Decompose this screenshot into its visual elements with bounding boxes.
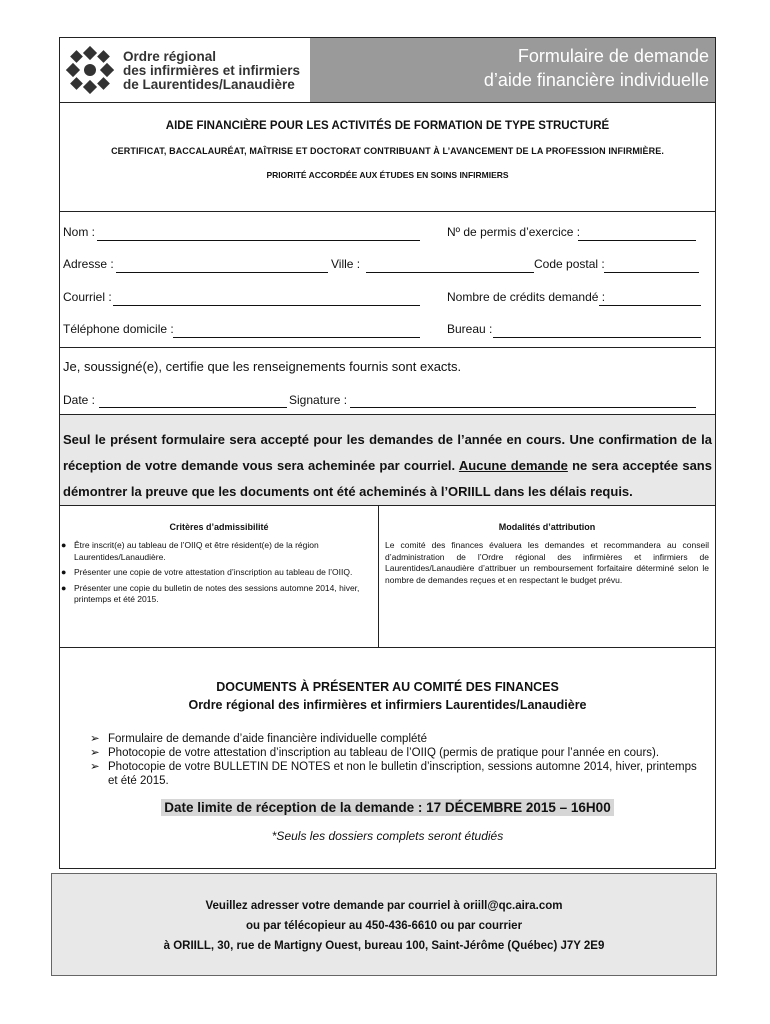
arrow-bullet-icon: ➢: [90, 733, 100, 745]
footer-line-2: ou par télécopieur au 450-436-6610 ou par courrier: [245, 920, 523, 932]
deadline-text: Date limite de réception de la demande : 17 DÉCEMBRE 2015 – 16H00: [161, 799, 613, 816]
deadline: [60, 799, 715, 817]
list-item: [61, 582, 378, 606]
applicant-fields: [60, 211, 715, 348]
footer-line-1: Veuillez adresser votre demande par courriel à oriill@qc.aira.com: [205, 900, 563, 912]
bullet-icon: ●: [61, 567, 67, 577]
logo-line-2: des infirmières et infirmiers: [123, 63, 301, 78]
document-item-text: Photocopie de votre attestation d’inscription au tableau de l’OIIQ (permis de pratique pour l’année en cours).: [108, 747, 660, 759]
bullet-icon: ●: [61, 540, 67, 550]
criteria-item-text: Présenter une copie du bulletin de notes des sessions automne 2014, hiver, printemps et été 2015.: [74, 582, 360, 604]
permis-label: Nº de permis d’exercice :: [447, 225, 581, 239]
nom-field[interactable]: [97, 240, 420, 241]
logo-mark-icon: [66, 46, 114, 94]
list-item: [90, 732, 715, 746]
criteria-section: [60, 506, 715, 648]
ville-field[interactable]: [366, 272, 534, 273]
signature-label: Signature :: [289, 393, 348, 407]
attribution-modalities: [379, 506, 715, 647]
ville-label: Ville :: [331, 257, 361, 271]
form-title-line-1: Formulaire de demande: [517, 46, 709, 66]
form-title: [310, 38, 715, 102]
form-title-line-2: d’aide financière individuelle: [483, 70, 709, 90]
telephone-label: Téléphone domicile :: [63, 322, 174, 336]
notice-box: [60, 415, 715, 506]
bureau-label: Bureau :: [447, 322, 493, 336]
intro-subheading: CERTIFICAT, BACCALAURÉAT, MAÎTRISE ET DOCTORAT CONTRIBUANT À L’AVANCEMENT DE LA PROFESSION INFIRMIÈRE.: [111, 146, 664, 156]
bureau-field[interactable]: [493, 337, 701, 338]
application-form: [59, 37, 716, 869]
modalities-title: Modalités d’attribution: [498, 522, 596, 532]
document-item-text: Photocopie de votre BULLETIN DE NOTES et non le bulletin d’inscription, sessions automne 2014, hiver, printemps et été 2015.: [108, 761, 697, 787]
complete-files-note: *Seuls les dossiers complets seront étudiés: [271, 829, 504, 843]
list-item: [90, 760, 715, 788]
signature-field[interactable]: [350, 407, 696, 408]
certification-statement: Je, soussigné(e), certifie que les renseignements fournis sont exacts.: [63, 359, 462, 374]
bullet-icon: ●: [61, 582, 67, 593]
courriel-field[interactable]: [113, 305, 420, 306]
nom-label: Nom :: [63, 225, 96, 239]
footer-line-3: à ORIILL, 30, rue de Martigny Ouest, bureau 100, Saint-Jérôme (Québec) J7Y 2E9: [163, 940, 605, 952]
criteria-title: Critères d’admissibilité: [169, 522, 269, 532]
modalities-text: Le comité des finances évaluera les demandes et recommandera au conseil d’administration de l’Ordre régional des infirmières et infirmiers de Laurentides/Lanaudière d’attribuer un remboursement forfaitaire déterminé selon le nombre de demandes reçues et en respectant le budget prévu.: [385, 540, 709, 585]
list-item: [90, 746, 715, 760]
contact-footer: [51, 873, 717, 976]
intro-heading: AIDE FINANCIÈRE POUR LES ACTIVITÉS DE FORMATION DE TYPE STRUCTURÉ: [165, 120, 610, 132]
document-item-text: Formulaire de demande d’aide financière individuelle complété: [108, 733, 427, 745]
code-postal-label: Code postal :: [534, 257, 605, 271]
logo-line-1: Ordre régional: [123, 49, 217, 64]
list-item: [61, 567, 378, 579]
arrow-bullet-icon: ➢: [90, 761, 100, 773]
intro-priority: PRIORITÉ ACCORDÉE AUX ÉTUDES EN SOINS INFIRMIERS: [266, 170, 509, 180]
criteria-item-text: Être inscrit(e) au tableau de l’OIIQ et être résident(e) de la région Laurentides/Lanaudière.: [74, 540, 319, 562]
adresse-label: Adresse :: [63, 257, 114, 271]
eligibility-criteria: [60, 506, 379, 647]
documents-heading: DOCUMENTS À PRÉSENTER AU COMITÉ DES FINANCES: [216, 680, 559, 694]
date-field[interactable]: [99, 407, 287, 408]
notice-part-2: ne sera acceptée sans démontrer la preuve que les documents ont été acheminés à l’ORIILL dans les délais requis.: [63, 458, 712, 499]
adresse-field[interactable]: [116, 272, 328, 273]
arrow-bullet-icon: ➢: [90, 747, 100, 759]
documents-list: [60, 732, 715, 788]
logo-line-3: de Laurentides/Lanaudière: [123, 77, 295, 92]
courriel-label: Courriel :: [63, 290, 112, 304]
telephone-field[interactable]: [173, 337, 420, 338]
criteria-item-text: Présenter une copie de votre attestation d’inscription au tableau de l’OIIQ.: [74, 567, 353, 577]
certification-section: [60, 348, 715, 415]
list-item: [61, 540, 378, 563]
notice-text: [60, 415, 715, 505]
credits-label: Nombre de crédits demandé :: [447, 290, 606, 304]
notice-part-1: Seul le présent formulaire sera accepté pour les demandes de l’année en cours. Une confirmation de la réception de votre demande vous sera acheminée par courriel.: [63, 432, 712, 473]
logo-text: [123, 50, 300, 92]
notice-underlined: Aucune demande: [458, 458, 568, 473]
code-postal-field[interactable]: [604, 272, 699, 273]
form-header: [60, 38, 715, 103]
documents-section: [60, 648, 715, 870]
criteria-list: [60, 540, 378, 606]
documents-subheading: Ordre régional des infirmières et infirmiers Laurentides/Lanaudière: [188, 698, 587, 712]
permis-field[interactable]: [578, 240, 696, 241]
intro-section: [60, 102, 715, 212]
logo: [60, 38, 311, 102]
date-label: Date :: [63, 393, 96, 407]
credits-field[interactable]: [599, 305, 701, 306]
